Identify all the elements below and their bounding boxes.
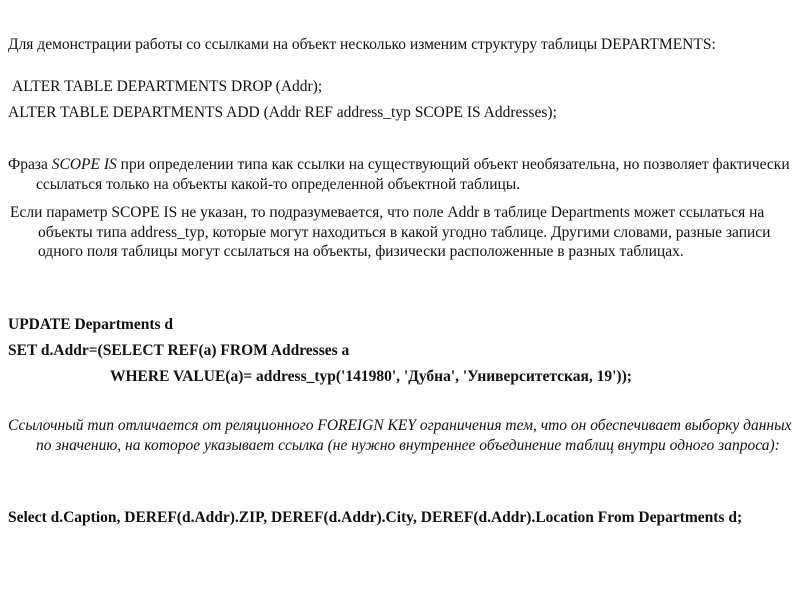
sql-alter-drop: ALTER TABLE DEPARTMENTS DROP (Addr); — [12, 78, 323, 95]
sql-update-line3: WHERE VALUE(a)= address_typ('141980', 'Дубна', 'Университетская, 19')); — [110, 368, 632, 385]
ref-vs-fk-paragraph: Ссылочный тип отличается от реляционного FOREIGN KEY ограничения тем, что он обеспечивает выборку данных по значению, на которое указывает ссылка (не нужно внутреннее объединение таблиц внутри одного запроса): — [8, 417, 792, 454]
sql-update-line2: SET d.Addr=(SELECT REF(a) FROM Addresses a — [8, 342, 350, 359]
scope-prefix: Фраза — [8, 156, 52, 173]
intro-paragraph: Для демонстрации работы со ссылками на объект несколько изменим структуру таблицы DEPARTMENTS: — [8, 36, 716, 53]
sql-alter-add: ALTER TABLE DEPARTMENTS ADD (Addr REF address_typ SCOPE IS Addresses); — [8, 104, 557, 121]
scope-term: SCOPE IS — [51, 156, 117, 173]
scope-paragraph — [8, 155, 800, 194]
sql-select: Select d.Caption, DEREF(d.Addr).ZIP, DEREF(d.Addr).City, DEREF(d.Addr).Location From Departments d; — [8, 509, 743, 526]
scope-rest: при определении типа как ссылки на существующий объект необязательна, но позволяет фактически ссылаться только на объекты какой-то определенной объектной таблицы. — [36, 156, 790, 193]
scope-absent-paragraph: Если параметр SCOPE IS не указан, то подразумевается, что поле Addr в таблице Departments может ссылаться на объекты типа address_typ, которые могут находиться в какой угодно таблице. Другими словами, разные записи одного поля таблицы могут ссылаться на объекты, физически расположенные в разных таблицах. — [10, 204, 771, 260]
sql-update-line1: UPDATE Departments d — [8, 316, 174, 333]
